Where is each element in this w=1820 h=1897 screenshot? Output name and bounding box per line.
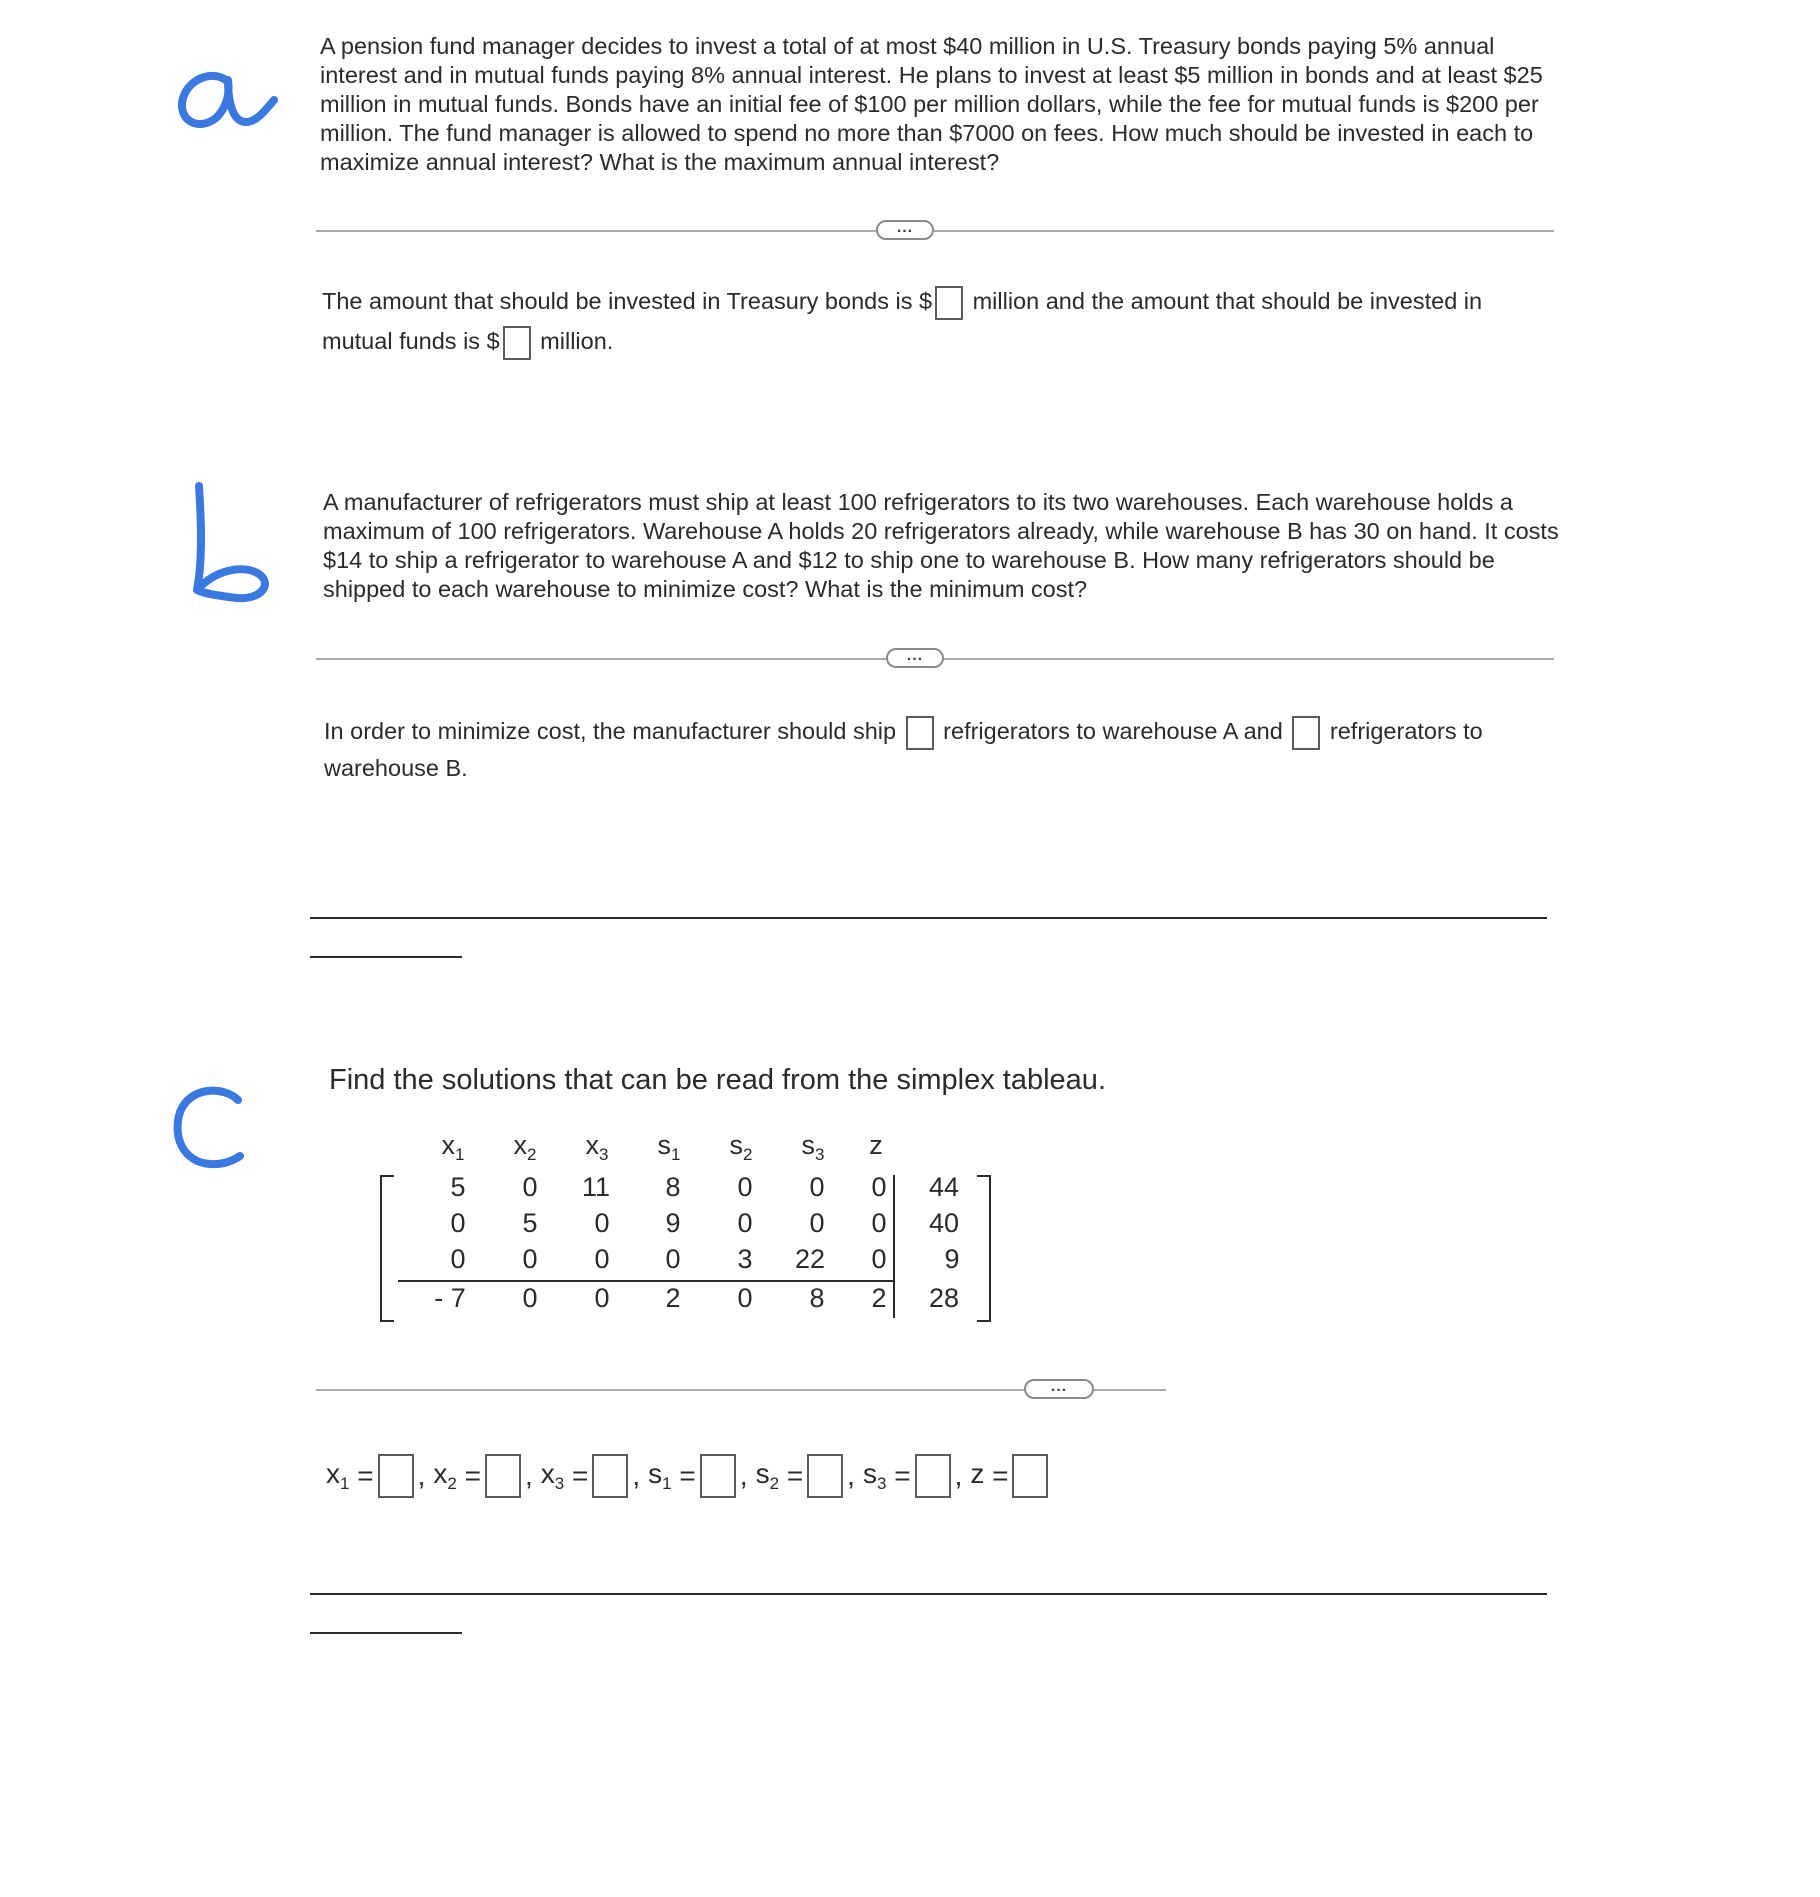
tableau-header: $x_1$	[441, 1130, 465, 1164]
handwritten-label-a	[168, 40, 278, 135]
tableau-header: $s_2$	[729, 1130, 753, 1164]
objective-line	[398, 1280, 893, 1282]
tableau-header: $x_3$	[585, 1130, 609, 1164]
tableau-header: $s_1$	[657, 1130, 681, 1164]
tableau-cell: 5	[522, 1208, 538, 1238]
problem-c-heading: Find the solutions that can be read from the simplex tableau.	[329, 1064, 1106, 1096]
tableau-cell: 0	[522, 1283, 538, 1313]
tableau-cell: 0	[809, 1208, 825, 1238]
handwritten-label-b	[185, 478, 275, 603]
tableau-cell: 11	[581, 1172, 611, 1202]
tableau-cell: 9	[665, 1208, 681, 1238]
tableau-cell: 0	[737, 1208, 753, 1238]
problem-a-answer: The amount that should be invested in Treasury bonds is $ million and the amount that should be invested in mutual funds is $ million.	[322, 281, 1532, 361]
separator-c	[316, 1378, 1166, 1395]
left-bracket	[380, 1175, 394, 1322]
tableau-cell: 0	[809, 1172, 825, 1202]
tableau-cell: 0	[594, 1244, 610, 1274]
tableau-cell: 2	[871, 1283, 887, 1313]
x2-input[interactable]	[485, 1454, 521, 1498]
tableau-cell: 3	[737, 1244, 753, 1274]
problem-b-text: A manufacturer of refrigerators must ship at least 100 refrigerators to its two warehouses. Each warehouse holds a maximum of 100 refrigerators. Warehouse A holds 20 refrigerators already, while warehouse B has 30 on hand. It costs $14 to ship a refrigerator to warehouse A and $12 to ship one to warehouse B. How many refrigerators should be shipped to each warehouse to minimize cost? What is the minimum cost?	[323, 489, 1559, 602]
tableau-cell: 8	[665, 1172, 681, 1202]
tableau-cell: 8	[809, 1283, 825, 1313]
problem-a-text: A pension fund manager decides to invest a total of at most $40 million in U.S. Treasury bonds paying 5% annual interest and in mutual funds paying 8% annual interest. He plans to invest at least $5 million in bonds and at least $25 million in mutual funds. Bonds have an initial fee of $100 per million dollars, while the fee for mutual funds is $200 per million. The fund manager is allowed to spend no more than $7000 on fees. How much should be invested in each to maximize annual interest? What is the maximum annual interest?	[320, 33, 1543, 175]
tableau-header: z	[869, 1130, 883, 1160]
tableau-cell: 28	[928, 1283, 960, 1313]
tableau-header: $s_3$	[801, 1130, 825, 1164]
simplex-tableau	[380, 1130, 1000, 1330]
more-button-c[interactable]: ...	[1024, 1379, 1094, 1399]
bonds-amount-input[interactable]	[935, 286, 963, 320]
more-button-b[interactable]: ...	[886, 648, 944, 668]
warehouse-b-input[interactable]	[1292, 716, 1320, 750]
tableau-cell: 0	[737, 1172, 753, 1202]
s3-input[interactable]	[915, 1454, 951, 1498]
solution-row: $x_1$ = , $x_2$ = , $x_3$ = , $s_1$ = , $s_2$ = , $s_3$ = , z =	[326, 1454, 1052, 1498]
tableau-cell: 0	[450, 1208, 466, 1238]
tableau-cell: 0	[871, 1244, 887, 1274]
tableau-cell: - 7	[434, 1283, 466, 1313]
tableau-cell: 9	[944, 1244, 960, 1274]
handwritten-label-c	[168, 1080, 248, 1170]
tableau-cell: 44	[928, 1172, 960, 1202]
mutual-funds-amount-input[interactable]	[503, 326, 531, 360]
problem-b-answer: In order to minimize cost, the manufacturer should ship refrigerators to warehouse A and refrigerators to warehouse B.	[324, 713, 1544, 786]
s1-input[interactable]	[700, 1454, 736, 1498]
tableau-cell: 0	[522, 1244, 538, 1274]
x3-input[interactable]	[592, 1454, 628, 1498]
tableau-cell: 0	[665, 1244, 681, 1274]
tableau-cell: 0	[871, 1172, 887, 1202]
tableau-cell: 0	[450, 1244, 466, 1274]
divider-short-1	[310, 956, 462, 958]
tableau-cell: 0	[594, 1283, 610, 1313]
divider-long-2	[310, 1593, 1547, 1595]
tableau-cell: 0	[594, 1208, 610, 1238]
z-input[interactable]	[1012, 1454, 1048, 1498]
tableau-cell: 40	[928, 1208, 960, 1238]
s2-input[interactable]	[807, 1454, 843, 1498]
divider-short-2	[310, 1632, 462, 1634]
tableau-cell: 0	[737, 1283, 753, 1313]
more-button-a[interactable]: ...	[876, 220, 934, 240]
tableau-header: $x_2$	[513, 1130, 537, 1164]
separator-a	[316, 219, 1554, 236]
separator-b	[316, 647, 1554, 664]
tableau-cell: 22	[794, 1244, 826, 1274]
x1-input[interactable]	[378, 1454, 414, 1498]
warehouse-a-input[interactable]	[906, 716, 934, 750]
tableau-cell: 0	[871, 1208, 887, 1238]
tableau-cell: 2	[665, 1283, 681, 1313]
divider-long-1	[310, 917, 1547, 919]
tableau-cell: 0	[522, 1172, 538, 1202]
tableau-cell: 5	[450, 1172, 466, 1202]
